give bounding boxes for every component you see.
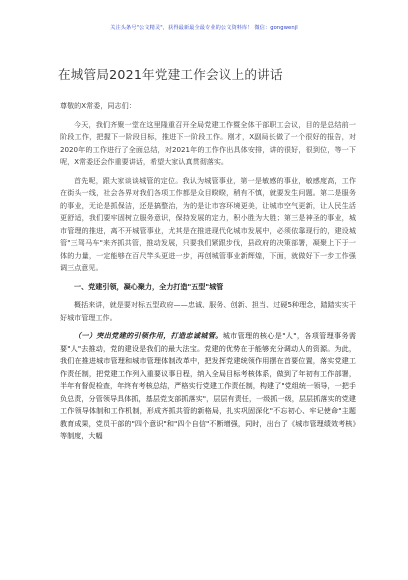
paragraph: 概括来讲，就是要对标五型政府——忠诚、服务、创新、担当、过硬5种理念，踏踏实实干好城市管理工作。 xyxy=(60,300,356,322)
salutation: 尊敬的X常委，同志们： xyxy=(60,101,136,110)
subsection-body: 城市管理的核心是"人"，各项管理事务需要"人"去推动，党的建设是我们的最大法宝。党建的优势在于能够充分调动人的资源。为此，我们在推进城市管理和城市管理体制改革中，把发挥党建统领作用摆在首要位置，落实党建工作责任制，把党建工作列入重要议事日程，纳入全局目标考核体系，做到了年初有工作部署，半年有督促检查，年终有考核总结，严格实行党建工作责任制，构建了"党组统一领导，一把手负总责，分管领导具体抓，基层党支部抓落实"，层层有责任，一级抓一级，层层抓落实的党建工作领导体制和工作机制，形成齐抓共管的新格局，扎实巩固深化"不忘初心、牢记使命"主题教育成果，党员干部的"四个意识"和"四个自信"不断增强，同时，出台了《城市管理绩效考核》等制度，大幅 xyxy=(60,331,356,440)
header-banner: 关注头条号"公文精灵"，获得最新最全最专业的公文资料库！ 微信：gongwenjl xyxy=(110,25,298,31)
paragraph: 今天，我们齐聚一堂在这里隆重召开全局党建工作暨全体干部职工会议，目的是总结前一阶段工作，把握下一阶段目标，推进下一阶段工作。刚才，X副局长做了一个很好的报告，对2020年的工作进行了全面总结，对2021年的工作作出具体安排，讲的很好，很到位，等一下呢，X常委还会作重要讲话，希望大家认真贯彻落实。 xyxy=(60,119,356,166)
subsection-paragraph xyxy=(60,330,356,443)
document-body xyxy=(60,100,356,449)
section-heading: 一、党建引领，凝心聚力，全力打造"五型"城管 xyxy=(74,281,224,291)
paragraph: 首先呢，跟大家谈谈城管的定位。我认为城管事业，第一是敏感的事业，敏感度高，工作在街头一线，社会各界对我们各项工作都是众目睽睽，稍有不慎，就要发生问题。第二是服务的事业，无论是抓保洁，还是搞整治，为的是让市容环境更美，让城市空气更新，让人民生活更舒适，我们要牢固树立服务意识，保持发展的定力，积小胜为大胜；第三是神圣的事业，城市管理的推进，离不开城管事业，尤其是在推进现代化城市发展中，必须依靠现行的，建设城管"三驾马车"来齐抓共管，推动发展，只要我们紧跟步伐，县政府的决策部署，凝聚上下于一体的力量，一定能够在百尺竿头更进一步，再创城管事业新辉煌，下面，就做好下一步工作强调三点意见。 xyxy=(60,175,356,272)
document-title: 在城管局2021年党建工作会议上的讲话 xyxy=(58,67,283,82)
subsection-title: （一）突出党建的引领作用，打造忠诚城管。 xyxy=(74,331,223,340)
